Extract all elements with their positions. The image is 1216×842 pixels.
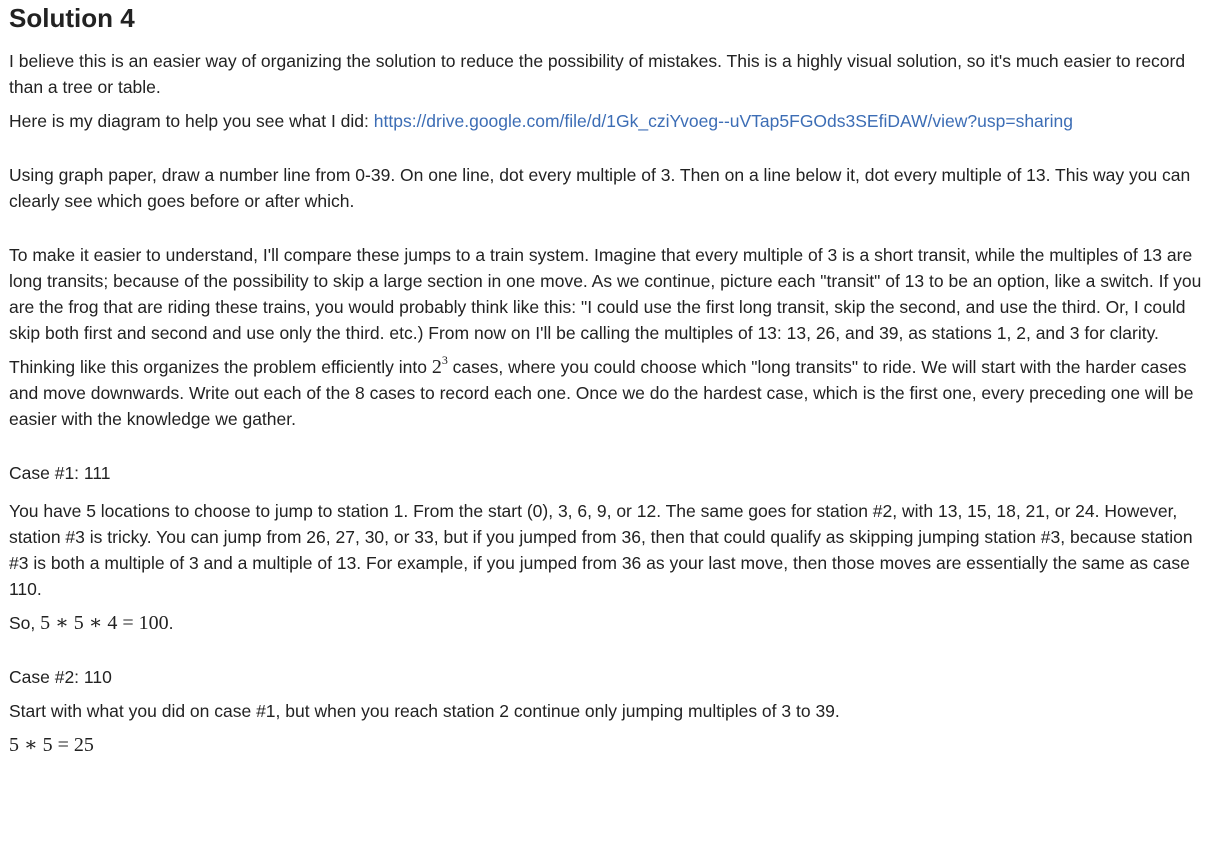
diagram-prefix: Here is my diagram to help you see what I did: (9, 111, 374, 131)
case1-so-prefix: So, (9, 613, 41, 633)
graph-paper-paragraph: Using graph paper, draw a number line from 0-39. On one line, dot every multiple of 3. Then on a line below it, dot every multiple of 13. This way you can clearly see which goes before or after which. (9, 165, 1191, 211)
case1-result (9, 610, 1208, 636)
thinking-prefix: Thinking like this organizes the problem efficiently into (9, 357, 432, 377)
diagram-link[interactable]: https://drive.google.com/file/d/1Gk_cziYvoeg--uVTap5FGOds3SEfiDAW/view?usp=sharing (373, 111, 1073, 131)
thinking-suffix: cases, where you could choose which "long transits" to ride. We will start with the harder cases and move downwards. Write out each of the 8 cases to record each one. Once we do the hardest case, which is the first one, every preceding one will be easier with the knowledge we gather. (9, 357, 1194, 429)
page-title: Solution 4 (9, 3, 135, 33)
cases-count-math (431, 353, 448, 378)
case1-so-suffix: . (168, 613, 174, 633)
math-exponent: 3 (441, 353, 448, 367)
case2-heading: Case #2: 110 (9, 667, 112, 687)
intro-paragraph: I believe this is an easier way of organizing the solution to reduce the possibility of mistakes. This is a highly visual solution, so it's much easier to record than a tree or table. (9, 51, 1186, 97)
case1-body: You have 5 locations to choose to jump to station 1. From the start (0), 3, 6, 9, or 12. The same goes for station #2, with 13, 15, 18, 21, or 24. However, station #3 is tricky. You can jump from 26, 27, 30, or 33, but if you jumped from 36, then that could qualify as skipping jumping station #3, because station #3 is both a multiple of 3 and a multiple of 13. For example, if you jumped from 36 as your last move, then those moves are essentially the same as case 110. (9, 501, 1193, 599)
case1-heading: Case #1: 111 (9, 463, 111, 483)
case2-body: Start with what you did on case #1, but when you reach station 2 continue only jumping multiples of 3 to 39. (9, 701, 840, 721)
case1-math: 5 ∗ 5 ∗ 4 = 100 (40, 612, 169, 634)
case2-result (9, 732, 1208, 758)
train-paragraph: To make it easier to understand, I'll compare these jumps to a train system. Imagine that every multiple of 3 is a short transit, while the multiples of 13 are long transits; because of the possibility to skip a large section in one move. As we continue, picture each "transit" of 13 to be an option, like a switch. If you are the frog that are riding these trains, you would probably think like this: "I could use the first long transit, skip the second, and use the third. Or, I could skip both first and second and use only the third. etc.) From now on I'll be calling the multiples of 13: 13, 26, and 39, as stations 1, 2, and 3 for clarity. (9, 245, 1202, 343)
math-base: 2 (431, 356, 442, 378)
diagram-paragraph (9, 108, 1208, 134)
thinking-paragraph (9, 354, 1208, 432)
case2-math: 5 ∗ 5 = 25 (9, 734, 94, 756)
